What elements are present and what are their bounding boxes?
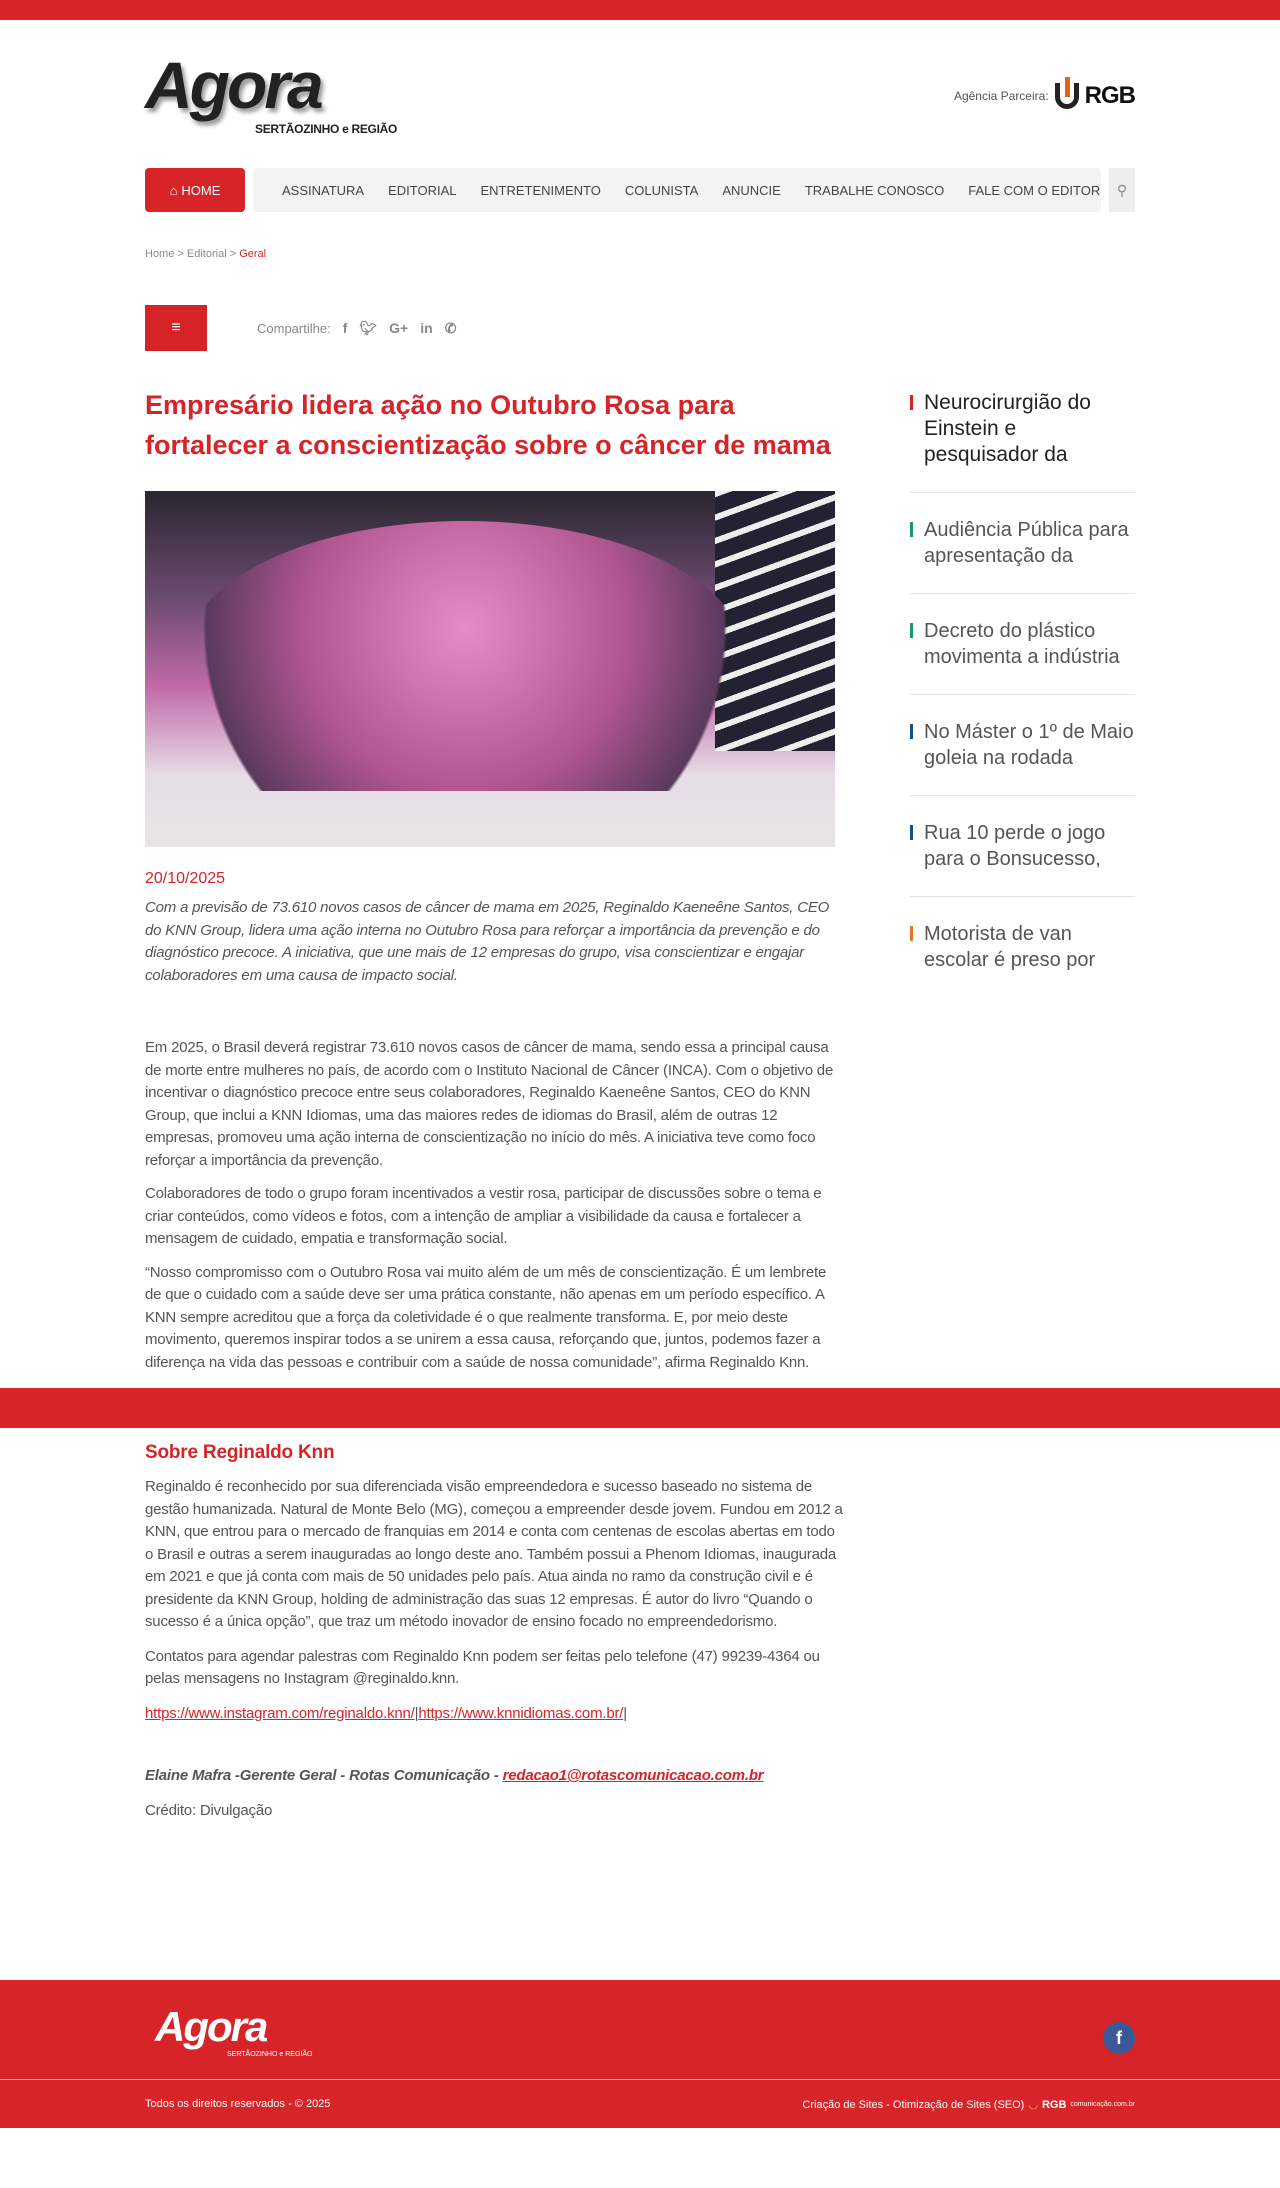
nav-item-trabalhe-conosco[interactable]: TRABALHE CONOSCO: [804, 182, 945, 198]
section-divider-band: [0, 1388, 1280, 1428]
knn-site-link[interactable]: https://www.knnidiomas.com.br/: [418, 1704, 624, 1722]
credit-text: Criação de Sites - Otimização de Sites (SEO): [802, 2098, 1025, 2111]
article-paragraph: Em 2025, o Brasil deverá registrar 73.610 novos casos de câncer de mama, sendo essa a principal causa de morte entre mulheres no país, de acordo com o Instituto Nacional de Câncer (INCA). Com o objetivo de incentivar o diagnóstico precoce entre seus colaboradores, Reginaldo Kaeneêne Santos, CEO do KNN Group, que inclui a KNN Idiomas, uma das maiores redes de idiomas do Brasil, além de outras 12 empresas, promoveu uma ação interna de conscientização no início do mês. A iniciativa teve como foco reforçar a importância da prevenção.: [145, 1039, 834, 1169]
footer-logo[interactable]: [155, 2003, 313, 2059]
news-title: Rua 10 perde o jogo para o Bonsucesso,: [924, 822, 1106, 870]
home-icon: ⌂: [169, 182, 178, 198]
nav-home[interactable]: [145, 168, 245, 212]
breadcrumb-sep: >: [226, 248, 240, 260]
nav-item-editorial[interactable]: EDITORIAL: [388, 182, 457, 198]
share-label: Compartilhe:: [257, 320, 331, 336]
about-paragraph: Reginaldo é reconhecido por sua diferenciada visão empreendedora e sucesso baseado no sistema de gestão humanizada. Natural de Monte Belo (MG), começou a empreender desde jovem. Fundou em 2012 a KNN, que entrou para o mercado de franquias em 2014 e conta com centenas de escolas abertas em todo o Brasil e outras a serem inauguradas ao longo deste ano. Também possui a Phenom Idiomas, inaugurada em 2021 e que já conta com mais de 50 unidades pelo país. Atua ainda no ramo da construção civil e é presidente da KNN Group, holding de administração das suas 12 empresas. É autor do livro “Quando o sucesso é a única opção”, que traz um método inovador de ensino focado no empreendedorismo.: [145, 1478, 843, 1630]
news-title: No Máster o 1º de Maio goleia na rodada: [924, 721, 1134, 769]
site-logo[interactable]: [145, 48, 415, 152]
footer: [0, 1980, 1280, 2128]
search-button[interactable]: [1109, 168, 1135, 212]
partner-agency[interactable]: [954, 82, 1135, 110]
photo-credit: Crédito: Divulgação: [145, 1801, 273, 1819]
partner-name: RGB: [1084, 82, 1135, 109]
article-paragraph: Colaboradores de todo o grupo foram incentivados a vestir rosa, participar de discussões sobre o tema e criar conteúdos, como vídeos e fotos, com a intenção de ampliar a visibilidade da causa e fortalecer a mensagem de cuidado, empatia e transformação social.: [145, 1185, 822, 1247]
breadcrumb: [145, 248, 266, 260]
logo-text: Agora: [145, 48, 321, 122]
article-photo: [145, 491, 835, 847]
article-title: Empresário lidera ação no Outubro Rosa para fortalecer a conscientização sobre o câncer de mama: [145, 390, 831, 460]
share-bar: [145, 305, 456, 351]
nav-item-anuncie[interactable]: ANUNCIE: [722, 182, 781, 198]
footer-divider: [0, 2079, 1280, 2080]
article-body: [145, 1037, 845, 1374]
article-lead: Com a previsão de 73.610 novos casos de câncer de mama em 2025, Reginaldo Kaeneêne Santos, CEO do KNN Group, lidera uma ação interna no Outubro Rosa para reforçar a importância da prevenção e do diagnóstico precoce. A iniciativa, que une mais de 12 empresas do grupo, visa conscientizar e engajar colaboradores em uma causa de impacto social.: [145, 899, 830, 984]
news-title: Neurocirurgião do Einstein e pesquisador da: [924, 391, 1091, 466]
news-title: Motorista de van escolar é preso por: [924, 923, 1096, 971]
news-title: Audiência Pública para apresentação da: [924, 519, 1129, 567]
about-section: [145, 1440, 845, 1980]
about-contacts: Contatos para agendar palestras com Reginaldo Knn podem ser feitas pelo telefone (47) 99239-4364 ou pelas mensagens no Instagram @reginaldo.knn.: [145, 1647, 820, 1687]
facebook-icon[interactable]: [1103, 2022, 1135, 2054]
footer-logo-subtitle: SERTÃOZINHO e REGIÃO: [227, 2051, 313, 2058]
nav-menu: [253, 168, 1101, 212]
link-separator: |: [623, 1704, 627, 1722]
nav-item-assinatura[interactable]: ASSINATURA: [282, 182, 365, 198]
breadcrumb-current: Geral: [239, 248, 267, 260]
rgb-logo-icon: ◡: [1028, 2099, 1038, 2111]
linkedin-icon[interactable]: in: [420, 320, 433, 336]
search-icon: ⚲: [1116, 181, 1128, 198]
signature: Elaine Mafra -Gerente Geral - Rotas Comunicação -: [145, 1767, 503, 1784]
nav-home-label: HOME: [181, 182, 221, 198]
top-accent-bar: [0, 0, 1280, 20]
partner-label: Agência Parceira:: [953, 89, 1049, 103]
credit-brand: RGB: [1041, 2098, 1067, 2111]
main-content: [0, 385, 1280, 2128]
footer-logo-text: Agora: [155, 2003, 267, 2050]
rgb-logo-icon: [1055, 83, 1079, 109]
nav-item-colunista[interactable]: COLUNISTA: [624, 182, 699, 198]
menu-toggle-button[interactable]: [145, 305, 207, 351]
breadcrumb-sep: >: [174, 248, 187, 260]
hamburger-icon: ≡: [171, 319, 181, 336]
whatsapp-icon[interactable]: ✆: [444, 319, 457, 336]
main-nav: [145, 168, 1135, 212]
logo-subtitle: SERTÃOZINHO e REGIÃO: [255, 122, 398, 136]
breadcrumb-home[interactable]: Home: [145, 248, 175, 260]
instagram-link[interactable]: https://www.instagram.com/reginaldo.knn/: [145, 1704, 415, 1722]
article-paragraph: “Nosso compromisso com o Outubro Rosa vai muito além de um mês de conscientização. É um lembrete de que o cuidado com a saúde deve ser uma prática constante, não apenas em um período específico. A KNN sempre acreditou que a força da coletividade é o que realmente transforma. E, por meio deste movimento, queremos inspirar todos a se unirem a essa causa, reforçando que, juntos, podemos fazer a diferença na vida das pessoas e contribuir com a saúde de nossa comunidade”, afirma Reginaldo Knn.: [145, 1263, 827, 1371]
nav-item-fale-com-o-editor[interactable]: FALE COM O EDITOR: [968, 182, 1101, 198]
nav-item-entretenimento[interactable]: ENTRETENIMENTO: [480, 182, 601, 198]
google-plus-icon[interactable]: G+: [389, 320, 409, 336]
developer-credit[interactable]: [802, 2098, 1135, 2111]
facebook-icon[interactable]: f: [342, 320, 348, 336]
breadcrumb-editorial[interactable]: Editorial: [186, 248, 227, 260]
copyright: Todos os direitos reservados - © 2025: [145, 2098, 331, 2110]
news-title: Decreto do plástico movimenta a indústria: [924, 620, 1120, 668]
credit-domain: comunicação.com.br: [1070, 2101, 1135, 2108]
article-date: 20/10/2025: [145, 870, 226, 887]
link-separator: |: [414, 1704, 419, 1722]
about-heading: Sobre Reginaldo Knn: [145, 1442, 335, 1463]
email-link[interactable]: redacao1@rotascomunicacao.com.br: [502, 1767, 764, 1784]
facebook-glyph: f: [1116, 2027, 1122, 2048]
photo-group: [185, 521, 745, 791]
twitter-icon[interactable]: 🐦︎: [359, 319, 378, 336]
article: [145, 385, 845, 1374]
